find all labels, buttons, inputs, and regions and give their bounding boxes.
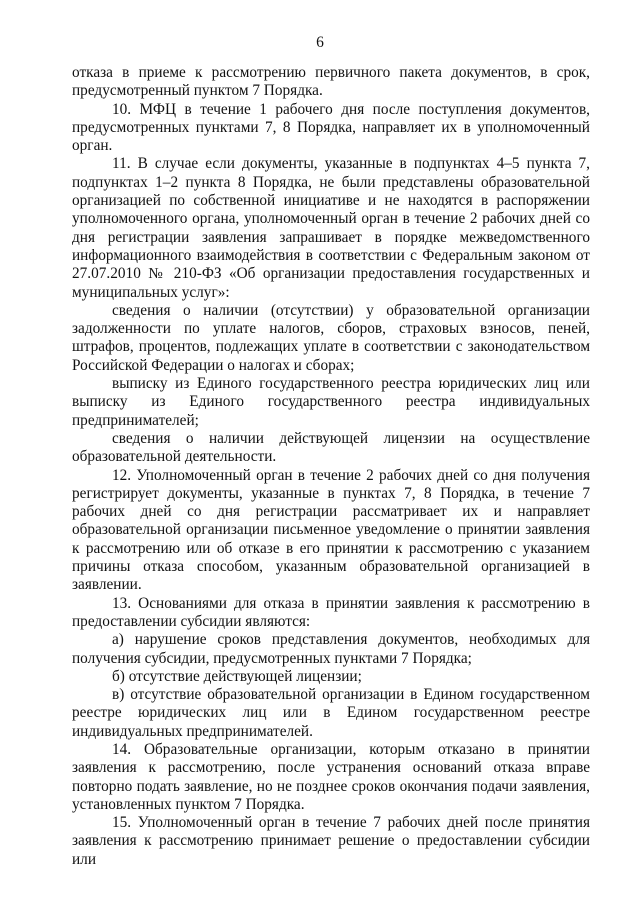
paragraph-11-tax-info: сведения о наличии (отсутствии) у образовательной организации задолженности по уплате налогов, сборов, страховых взносов, пеней, штрафов, процентов, подлежащих уплате в соответствии с законодательством Российской Федерации о налогах и сборах; xyxy=(72,301,590,374)
paragraph-11-license-info: сведения о наличии действующей лицензии на осуществление образовательной деятельности. xyxy=(72,429,590,466)
paragraph-15: 15. Уполномоченный орган в течение 7 рабочих дней после принятия заявления к рассмотрению принимает решение о предоставлении субсидии или xyxy=(72,814,590,868)
paragraph-13: 13. Основаниями для отказа в принятии заявления к рассмотрению в предоставлении субсидии являются: xyxy=(72,594,590,630)
paragraph-13-b: б) отсутствие действующей лицензии; xyxy=(112,667,362,685)
paragraph-refusal-continuation: отказа в приеме к рассмотрению первичного пакета документов, в срок, предусмотренный пунктом 7 Порядка. xyxy=(72,64,590,100)
paragraph-10: 10. МФЦ в течение 1 рабочего дня после поступления документов, предусмотренных пунктами 7, 8 Порядка, направляет их в уполномоченный орган. xyxy=(72,100,590,155)
paragraph-11-register-extract: выписку из Единого государственного реестра юридических лиц или выписку из Единого государственного реестра индивидуальных предпринимателей; xyxy=(72,375,590,429)
paragraph-12: 12. Уполномоченный орган в течение 2 рабочих дней со дня получения регистрирует документы, указанные в пунктах 7, 8 Порядка, в течение 7 рабочих дней со дня регистрации рассматривает их и направляет образовательной организации письменное уведомление о принятии заявления к рассмотрению или об отказе в его принятии к рассмотрению с указанием причины отказа способом, указанным образовательной организацией в заявлении. xyxy=(72,466,590,594)
paragraph-11: 11. В случае если документы, указанные в подпунктах 4–5 пункта 7, подпунктах 1–2 пункта 8 Порядка, не были представлены образовательной организацией по собственной инициативе и не находятся в распоряжении уполномоченного органа, уполномоченный орган в течение 2 рабочих дней со дня регистрации заявления запрашивает в порядке межведомственного информационного взаимодействия в соответствии с Федеральным законом от 27.07.2010 № 210-ФЗ «Об организации предоставления государственных и муниципальных услуг»: xyxy=(72,155,590,301)
document-body xyxy=(72,64,590,869)
paragraph-13-a: а) нарушение сроков представления документов, необходимых для получения субсидии, предусмотренных пунктами 7 Порядка; xyxy=(72,631,590,667)
paragraph-14: 14. Образовательные организации, которым отказано в принятии заявления к рассмотрению, после устранения оснований отказа вправе повторно подать заявление, но не позднее сроков окончания подачи заявления, установленных пунктом 7 Порядка. xyxy=(72,740,590,813)
paragraph-13-c: в) отсутствие образовательной организации в Едином государственном реестре юридических лиц или в Едином государственном реестре индивидуальных предпринимателей. xyxy=(72,686,590,740)
page-number: 6 xyxy=(316,34,324,51)
